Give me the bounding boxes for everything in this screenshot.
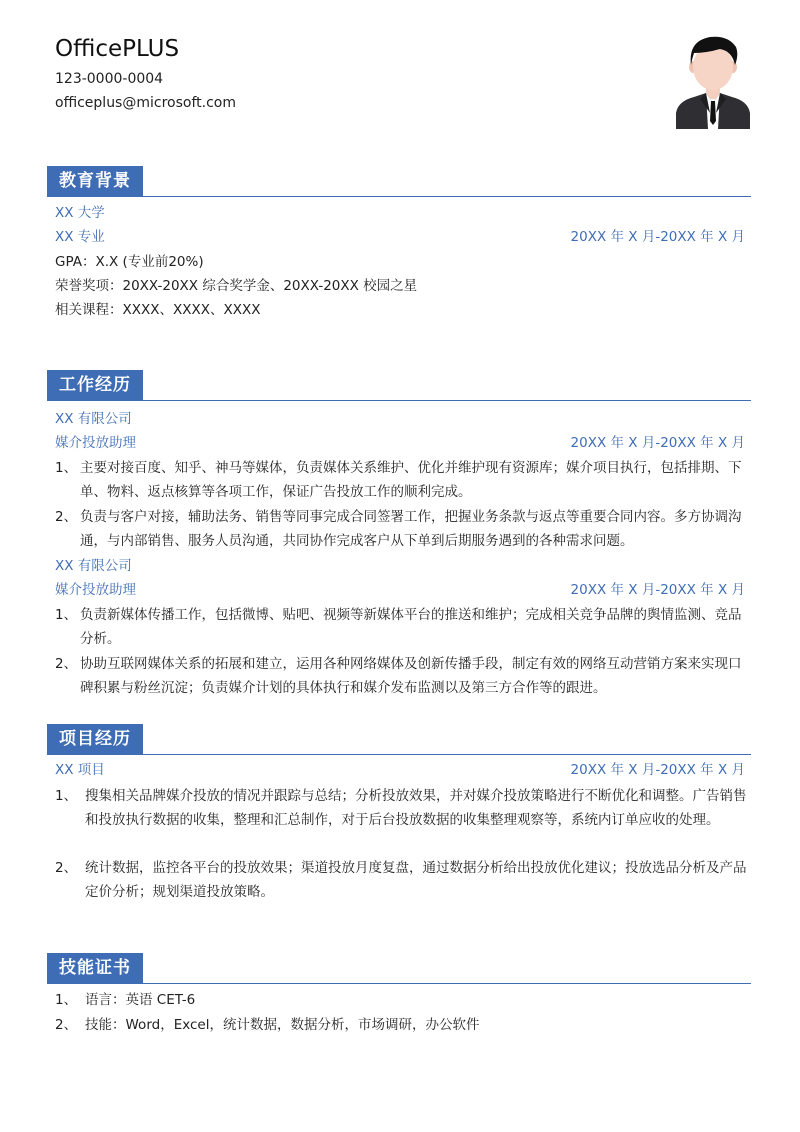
list-item: 2、 协助互联网媒体关系的拓展和建立，运用各种网络媒体及创新传播手段，制定有效的网络互动营销方案来实现口碑积累与粉丝沉淀；负责媒介计划的具体执行和媒介发布监测以及第三方合作等的跟进。 <box>55 656 742 696</box>
job-role-row <box>55 579 745 601</box>
job-role-row <box>55 432 745 454</box>
job-date: 20XX 年 X 月-20XX 年 X 月 <box>570 582 745 598</box>
list-item: 1、 负责新媒体传播工作，包括微博、贴吧、视频等新媒体平台的推送和维护；完成相关竞争品牌的舆情监测、竞品分析。 <box>55 607 742 647</box>
male-avatar-icon <box>676 33 750 129</box>
email-address: officeplus@microsoft.com <box>55 95 236 111</box>
courses-line: 相关课程：XXXX、XXXX、XXXX <box>55 302 261 318</box>
job-role: 媒介投放助理 <box>55 582 136 598</box>
list-item: 2、 统计数据，监控各平台的投放效果；渠道投放月度复盘，通过数据分析给出投放优化建议；投放选品分析及产品定价分析；规划渠道投放策略。 <box>55 860 747 900</box>
phone-number: 123-0000-0004 <box>55 71 164 87</box>
section-title: 工作经历 <box>47 370 143 400</box>
education-section-header <box>47 166 751 197</box>
education-major-row <box>55 226 745 248</box>
gpa-line: GPA：X.X (专业前20%) <box>55 254 204 270</box>
job-date: 20XX 年 X 月-20XX 年 X 月 <box>570 435 745 451</box>
job-role: 媒介投放助理 <box>55 435 136 451</box>
company-name: XX 有限公司 <box>55 558 132 574</box>
section-title: 项目经历 <box>47 724 143 754</box>
company-name: XX 有限公司 <box>55 411 132 427</box>
project-section-header <box>47 724 751 755</box>
project-name: XX 项目 <box>55 762 105 778</box>
work-section-header <box>47 370 751 401</box>
list-item: 2、 技能：Word，Excel，统计数据，数据分析，市场调研，办公软件 <box>55 1017 480 1033</box>
school-name: XX 大学 <box>55 205 105 221</box>
candidate-name: OfficePLUS <box>55 36 180 62</box>
section-title: 教育背景 <box>47 166 143 196</box>
list-item: 2、 负责与客户对接，辅助法务、销售等同事完成合同签署工作，把握业务条款与返点等重要合同内容。多方协调沟通，与内部销售、服务人员沟通，共同协作完成客户从下单到后期服务遇到的各种需求问题。 <box>55 509 742 549</box>
section-title: 技能证书 <box>47 953 143 983</box>
list-item: 1、 主要对接百度、知乎、神马等媒体，负责媒体关系维护、优化并维护现有资源库；媒介项目执行，包括排期、下单、物料、返点核算等各项工作，保证广告投放工作的顺利完成。 <box>55 460 742 500</box>
project-date: 20XX 年 X 月-20XX 年 X 月 <box>570 762 745 778</box>
list-item: 1、 语言：英语 CET-6 <box>55 992 196 1008</box>
education-date: 20XX 年 X 月-20XX 年 X 月 <box>570 229 745 245</box>
major-name: XX 专业 <box>55 229 105 245</box>
project-row <box>55 759 745 781</box>
skills-section-header <box>47 953 751 984</box>
honors-line: 荣誉奖项：20XX-20XX 综合奖学金、20XX-20XX 校园之星 <box>55 278 418 294</box>
list-item: 1、 搜集相关品牌媒介投放的情况并跟踪与总结；分析投放效果，并对媒介投放策略进行不断优化和调整。广告销售和投放执行数据的收集，整理和汇总制作，对于后台投放数据的收集整理观察等，系统内订单应收的处理。 <box>55 788 747 828</box>
